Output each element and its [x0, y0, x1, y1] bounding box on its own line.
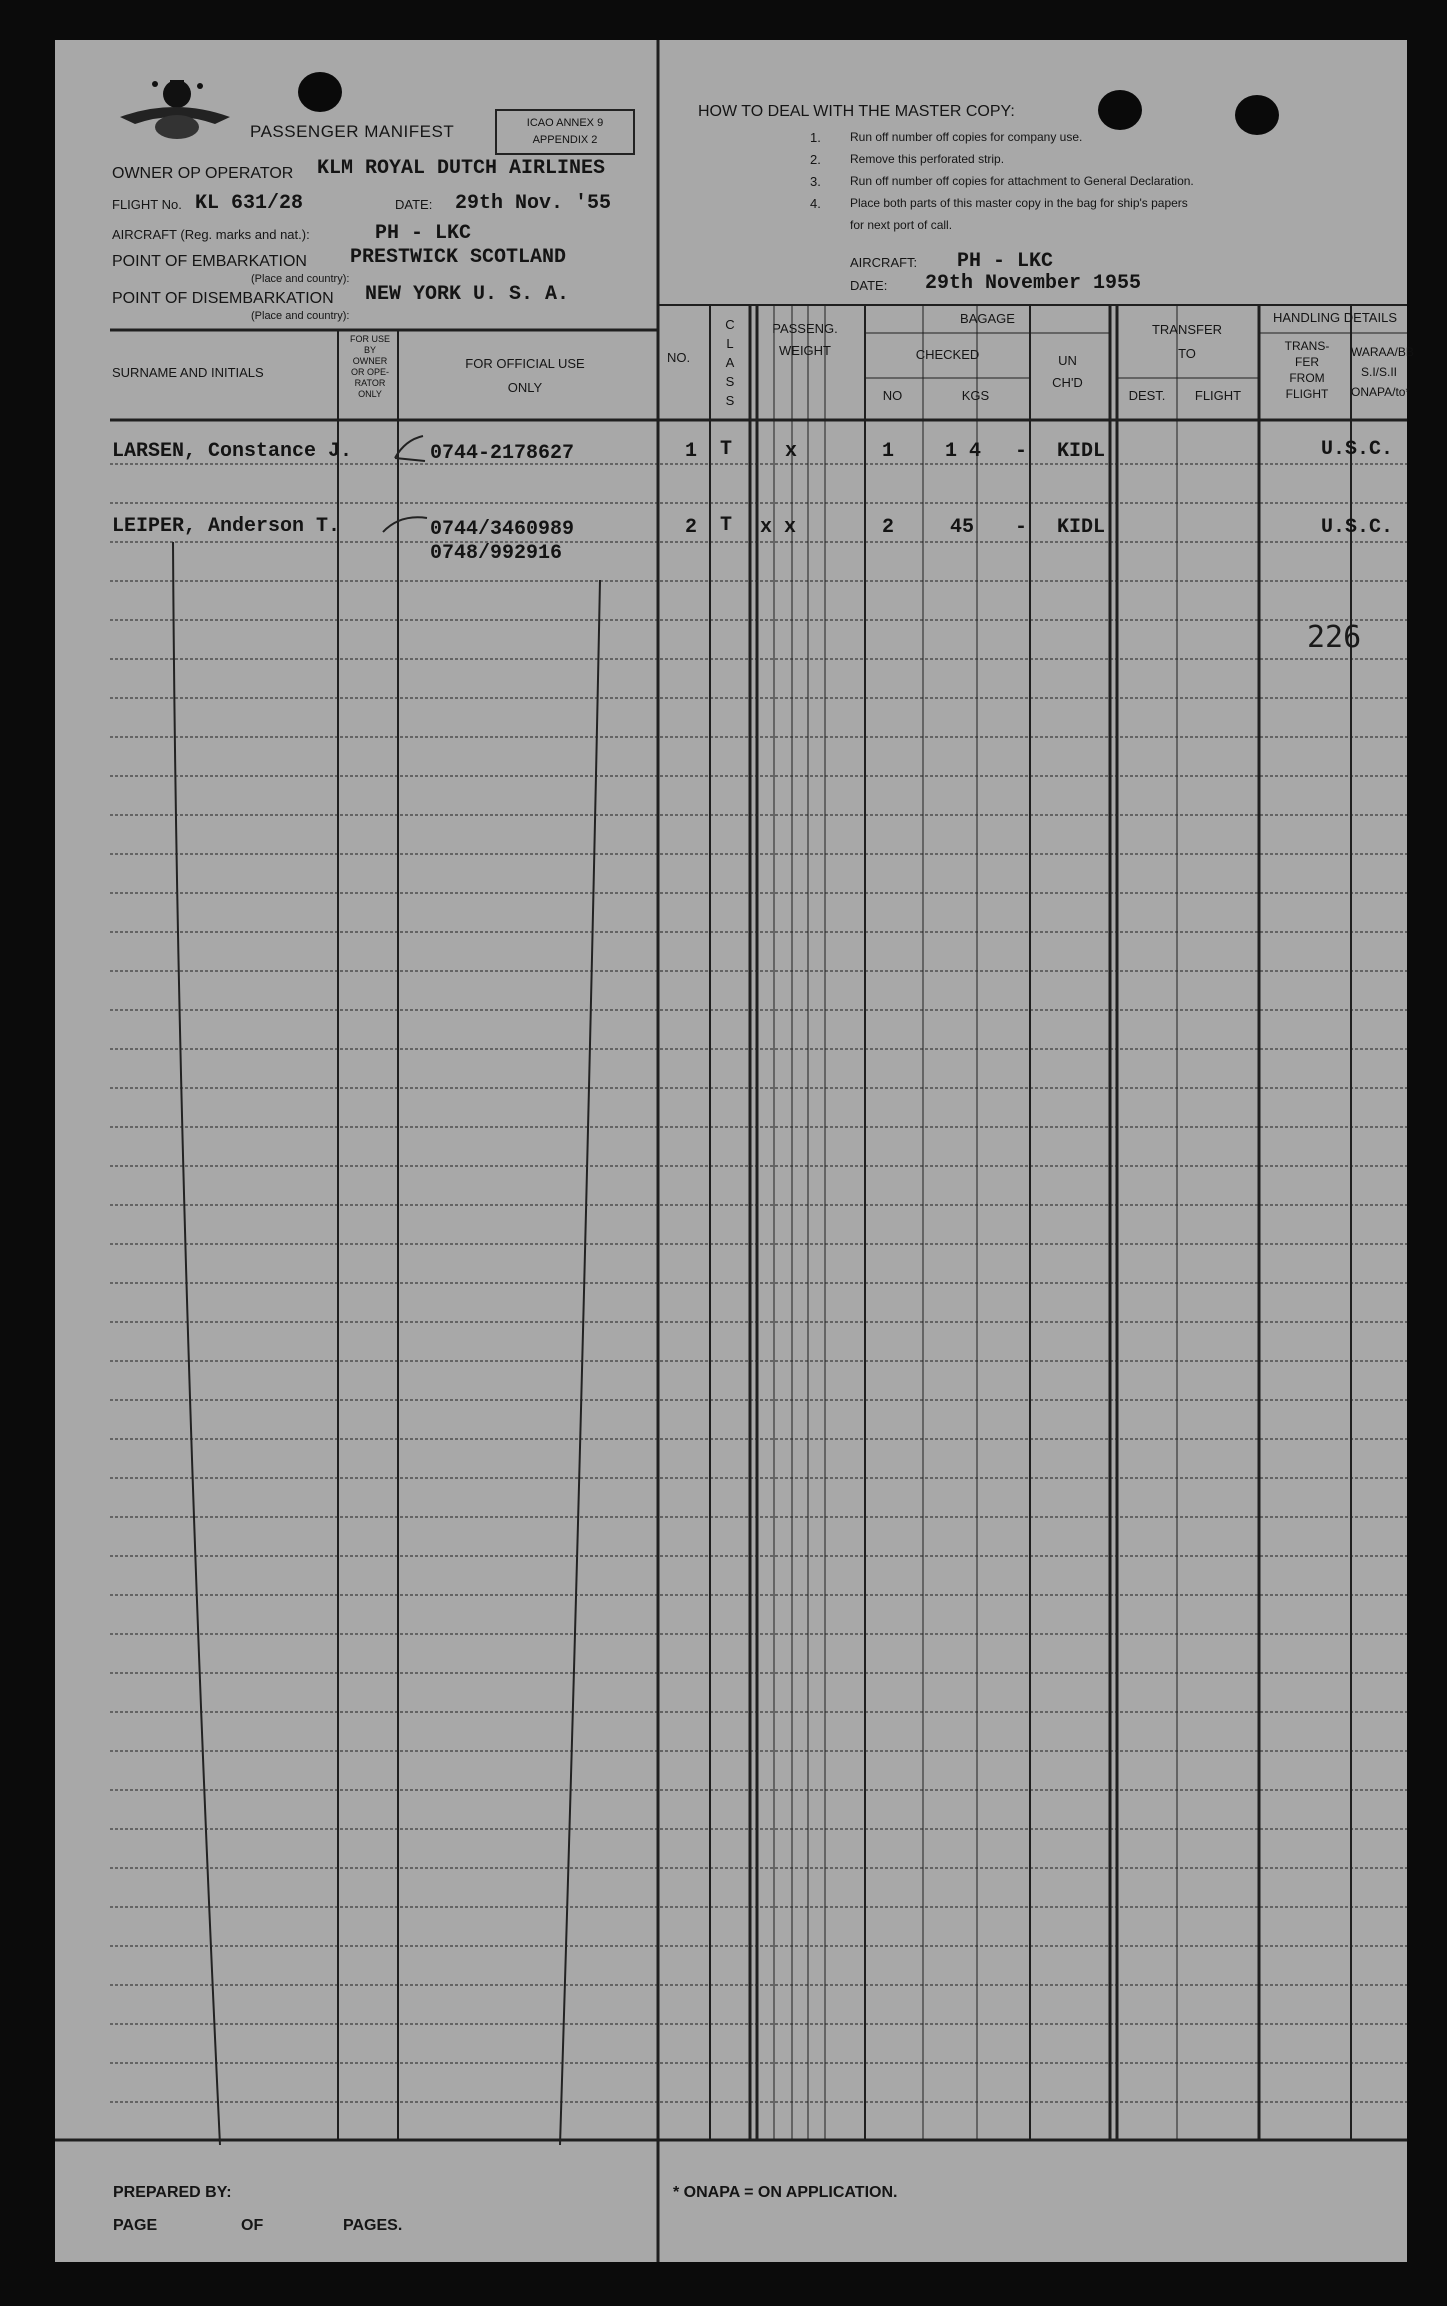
row-handling: U.S.C.: [1321, 438, 1394, 461]
official-number: 0744/3460989: [430, 518, 575, 541]
row-unchd: -: [1015, 516, 1028, 539]
date-label: DATE:: [395, 197, 433, 212]
owner-use-line: FOR USE: [349, 334, 390, 344]
official-number: 0744-2178627: [430, 442, 575, 465]
owner-use-line: ONLY: [358, 389, 382, 399]
step-number: 3.: [810, 174, 821, 189]
page-label: PAGE: [113, 2217, 158, 2234]
mc-date-label: DATE:: [850, 278, 888, 293]
row-bag-no: 1: [882, 440, 895, 463]
aircraft-label: AIRCRAFT (Reg. marks and nat.):: [112, 227, 310, 242]
row-dest: KIDL: [1057, 440, 1106, 463]
weight-line: WEIGHT: [779, 343, 831, 358]
col-handling: HANDLING DETAILS: [1272, 310, 1397, 325]
mc-aircraft-value: PH - LKC: [957, 250, 1054, 273]
official-number-2: 0748/992916: [430, 542, 563, 565]
row-weight: x: [785, 440, 798, 463]
step-text: Run off number off copies for attachment to General Declaration.: [850, 174, 1194, 188]
col-bag-no: NO: [882, 388, 903, 403]
step-text: Place both parts of this master copy in the bag for ship's papers: [850, 196, 1188, 210]
pages-label: PAGES.: [343, 2217, 403, 2234]
owner-use-line: RATOR: [354, 378, 386, 388]
waraa-line: ONAPA/to*: [1351, 385, 1411, 399]
row-bag-no: 2: [882, 516, 895, 539]
col-baggage: BAGAGE: [960, 311, 1015, 326]
transfer-line: TO: [1178, 346, 1196, 361]
col-kgs: KGS: [961, 388, 990, 403]
weight-line: PASSENG.: [772, 321, 838, 336]
transfer-from-line: FLIGHT: [1285, 387, 1329, 401]
row-weight: x x: [760, 516, 797, 539]
flight-value: KL 631/28: [195, 192, 304, 215]
owner-use-line: OWNER: [352, 356, 388, 366]
row-handling: U.S.C.: [1321, 516, 1394, 539]
official-use-line: FOR OFFICIAL USE: [465, 356, 585, 371]
step-text: Remove this perforated strip.: [850, 152, 1005, 166]
owner-use-line: BY: [363, 345, 376, 355]
col-surname: SURNAME AND INITIALS: [112, 365, 264, 380]
onapa-note: * ONAPA = ON APPLICATION.: [673, 2184, 898, 2201]
passenger-name: LARSEN, Constance J.: [112, 440, 353, 463]
col-no: NO.: [667, 350, 691, 365]
row-dest: KIDL: [1057, 516, 1106, 539]
passenger-name: LEIPER, Anderson T.: [112, 515, 341, 538]
row-no: 2: [685, 516, 698, 539]
transfer-from-line: FER: [1295, 355, 1319, 369]
col-flight: FLIGHT: [1194, 388, 1242, 403]
embark-sub: (Place and country):: [251, 273, 350, 285]
class-letter: S: [725, 393, 735, 408]
aircraft-value: PH - LKC: [375, 222, 472, 245]
owner-use-line: OR OPE-: [350, 367, 389, 377]
owner-label: OWNER OP OPERATOR: [112, 165, 294, 182]
transfer-line: TRANSFER: [1151, 322, 1223, 337]
transfer-from-line: FROM: [1289, 371, 1325, 385]
disembark-value: NEW YORK U. S. A.: [365, 283, 570, 306]
annex-line1: ICAO ANNEX 9: [526, 117, 604, 129]
transfer-from-line: TRANS-: [1284, 339, 1330, 353]
class-letter: L: [726, 336, 734, 351]
mc-aircraft-label: AIRCRAFT:: [850, 255, 918, 270]
row-kgs: 45: [950, 516, 975, 539]
stamp-number: 226: [1307, 620, 1362, 655]
master-copy-title: HOW TO DEAL WITH THE MASTER COPY:: [698, 103, 1015, 120]
col-dest: DEST.: [1128, 388, 1166, 403]
step-text: for next port of call.: [850, 218, 953, 232]
disembark-label: POINT OF DISEMBARKATION: [112, 290, 334, 307]
class-letter: C: [725, 317, 735, 332]
step-number: 4.: [810, 196, 821, 211]
official-use-line: ONLY: [507, 380, 543, 395]
of-label: OF: [241, 2217, 264, 2234]
col-checked: CHECKED: [915, 347, 980, 362]
embark-value: PRESTWICK SCOTLAND: [350, 246, 567, 269]
row-class: T: [720, 438, 733, 461]
manifest-title: PASSENGER MANIFEST: [250, 122, 455, 141]
embark-label: POINT OF EMBARKATION: [112, 253, 307, 270]
owner-value: KLM ROYAL DUTCH AIRLINES: [317, 157, 606, 180]
date-value: 29th Nov. '55: [455, 192, 612, 215]
class-letter: A: [725, 355, 735, 370]
step-text: Run off number off copies for company use.: [850, 130, 1083, 144]
annex-line2: APPENDIX 2: [532, 134, 598, 146]
unchd-line: CH'D: [1052, 375, 1083, 390]
row-unchd: -: [1015, 440, 1028, 463]
manifest-sheet: [55, 40, 1414, 2262]
step-number: 1.: [810, 130, 821, 145]
unchd-line: UN: [1058, 353, 1077, 368]
disembark-sub: (Place and country):: [251, 310, 350, 322]
row-class: T: [720, 514, 733, 537]
mc-date-value: 29th November 1955: [925, 272, 1142, 295]
handwritten-marks: [55, 40, 1414, 2262]
class-letter: S: [725, 374, 735, 389]
step-number: 2.: [810, 152, 821, 167]
row-no: 1: [685, 440, 698, 463]
flight-label: FLIGHT No.: [112, 197, 182, 212]
row-kgs: 1 4: [945, 440, 982, 463]
waraa-line: WARAA/BB: [1351, 345, 1414, 359]
prepared-by: PREPARED BY:: [113, 2184, 232, 2201]
waraa-line: S.I/S.II: [1360, 365, 1397, 379]
